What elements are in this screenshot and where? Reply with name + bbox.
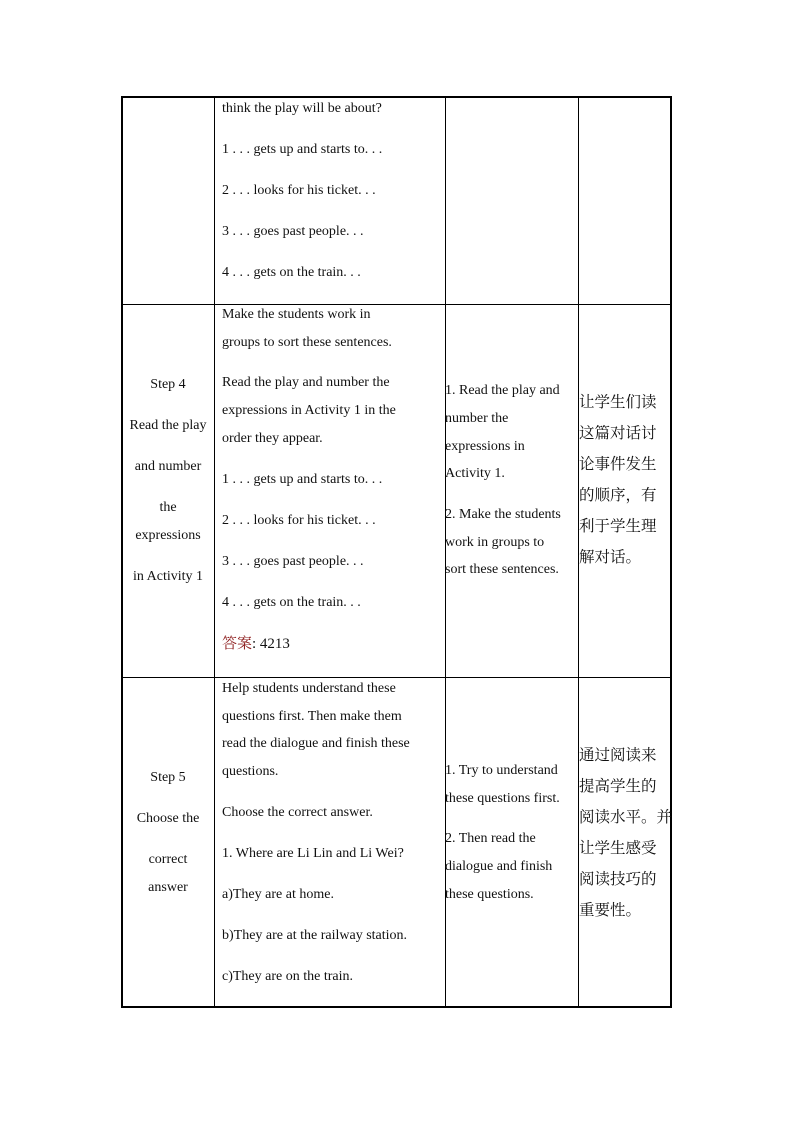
step-label-line: expressions — [135, 528, 201, 543]
step-label-line: answer — [148, 880, 188, 895]
row2-procedure-line: Make the students work in — [222, 307, 371, 322]
answer-value: : 4213 — [252, 636, 290, 652]
row2-procedure-line: Read the play and number the — [222, 375, 390, 390]
row3-procedure-line: questions first. Then make them — [222, 709, 402, 724]
row2-purpose-line: 利于学生理 — [579, 517, 657, 535]
row2-purpose-line: 论事件发生 — [579, 455, 657, 473]
row3-procedure-line: b)They are at the railway station. — [222, 928, 408, 943]
row3-procedure-line: questions. — [222, 764, 279, 779]
row3-purpose-line: 阅读水平。并 — [579, 808, 673, 826]
row3-student-line: these questions first. — [445, 791, 560, 806]
step-label-line: the — [159, 500, 177, 515]
row2-procedure-line: expressions in Activity 1 in the — [222, 403, 396, 418]
row3-procedure-line: Choose the correct answer. — [222, 805, 373, 820]
row2-student-line: number the — [445, 411, 509, 426]
row2-purpose-line: 解对话。 — [579, 548, 642, 566]
row3-purpose-line: 重要性。 — [579, 901, 642, 919]
column-divider-1 — [214, 98, 215, 1006]
step-label-line: and number — [134, 459, 202, 474]
row2-purpose-line: 的顺序，有 — [579, 486, 657, 504]
row3-student-line: these questions. — [445, 887, 534, 902]
row3-procedure-line: read the dialogue and finish these — [222, 736, 410, 751]
row2-student-line: sort these sentences. — [445, 562, 559, 577]
row2-purpose-line: 这篇对话讨 — [579, 424, 657, 442]
row2-procedure-line: 4 . . . gets on the train. . . — [222, 595, 361, 610]
row1-procedure-line: 2 . . . looks for his ticket. . . — [222, 183, 376, 198]
row3-procedure-line: 1. Where are Li Lin and Li Wei? — [222, 846, 404, 861]
row2-procedure-line: order they appear. — [222, 431, 323, 446]
row3-student-line: dialogue and finish — [445, 859, 553, 874]
answer-line — [222, 635, 290, 652]
step-label-line: in Activity 1 — [133, 569, 203, 584]
row-divider-1 — [123, 304, 670, 305]
row3-purpose-line: 通过阅读来 — [579, 746, 657, 764]
row3-procedure-line: Help students understand these — [222, 681, 396, 696]
step-label-line: Step 4 — [150, 377, 186, 392]
row2-student-line: Activity 1. — [445, 466, 505, 481]
row2-student-line: expressions in — [445, 439, 525, 454]
row3-procedure-line: a)They are at home. — [222, 887, 334, 902]
row2-procedure-line: 3 . . . goes past people. . . — [222, 554, 364, 569]
row2-student-line: 2. Make the students — [445, 507, 561, 522]
row3-purpose-line: 让学生感受 — [579, 839, 657, 857]
row2-procedure-line: 1 . . . gets up and starts to. . . — [222, 472, 383, 487]
row2-purpose-line: 让学生们读 — [579, 393, 657, 411]
row-divider-2 — [123, 677, 670, 678]
answer-label: 答案 — [222, 634, 253, 652]
row2-student-line: work in groups to — [445, 535, 545, 550]
step-label-line: Read the play — [129, 418, 207, 433]
step-label-line: correct — [148, 852, 188, 867]
row3-student-line: 2. Then read the — [445, 831, 536, 846]
row1-procedure-line: think the play will be about? — [222, 101, 382, 116]
row3-purpose-line: 阅读技巧的 — [579, 870, 657, 888]
row1-procedure-line: 3 . . . goes past people. . . — [222, 224, 364, 239]
row3-purpose-line: 提高学生的 — [579, 777, 657, 795]
row2-procedure-line: groups to sort these sentences. — [222, 335, 392, 350]
row1-procedure-line: 4 . . . gets on the train. . . — [222, 265, 361, 280]
row1-procedure-line: 1 . . . gets up and starts to. . . — [222, 142, 383, 157]
row2-student-line: 1. Read the play and — [445, 383, 560, 398]
row3-student-line: 1. Try to understand — [445, 763, 558, 778]
row2-procedure-line: 2 . . . looks for his ticket. . . — [222, 513, 376, 528]
row3-procedure-line: c)They are on the train. — [222, 969, 353, 984]
step-label-line: Choose the — [136, 811, 200, 826]
step-label-line: Step 5 — [150, 770, 186, 785]
